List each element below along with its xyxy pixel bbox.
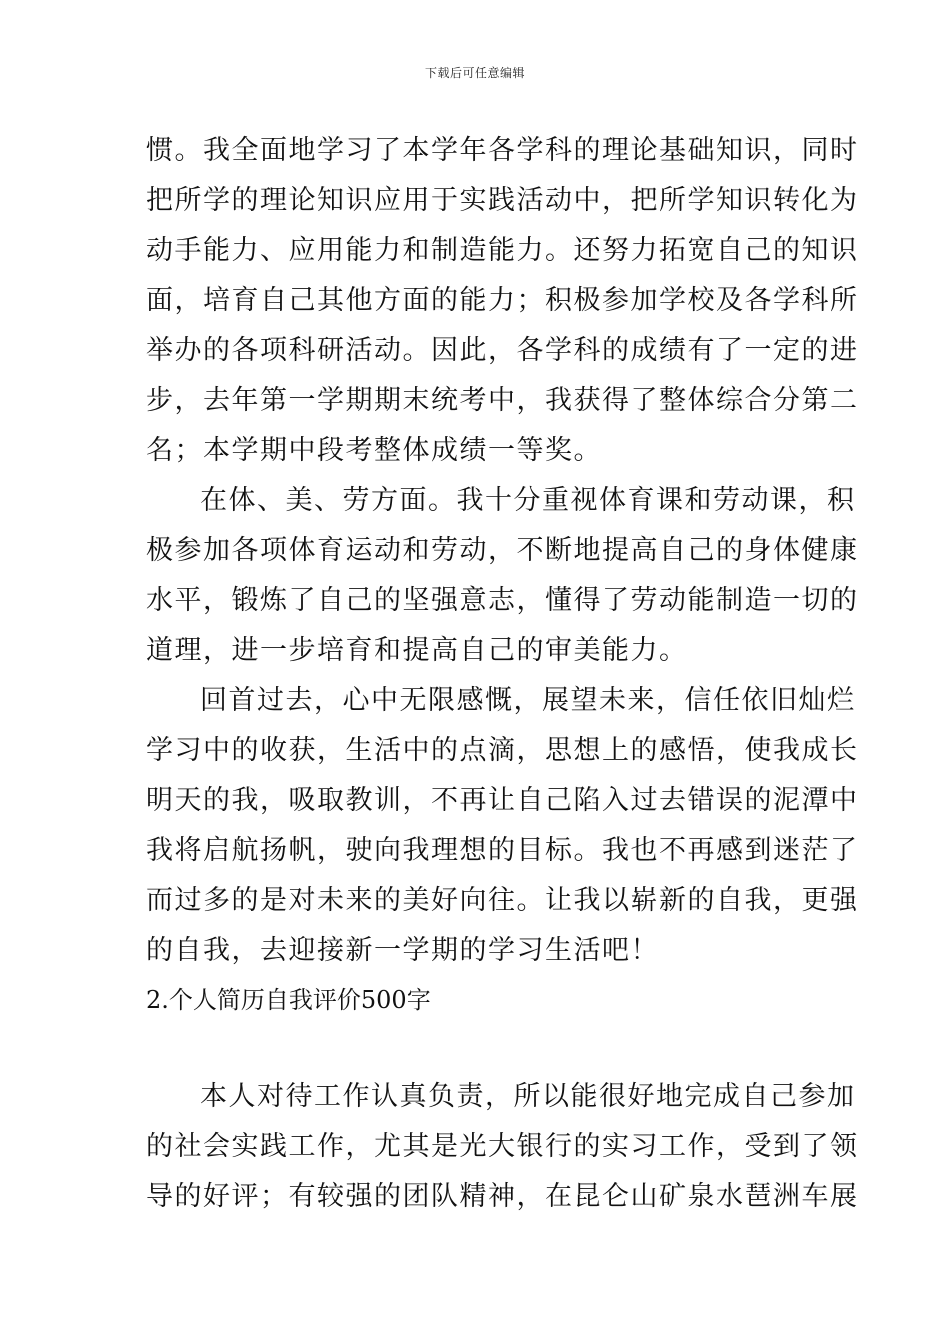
paragraph-line: 面，培育自己其他方面的能力；积极参加学校及各学科所	[146, 285, 859, 316]
paragraph-line: 导的好评；有较强的团队精神，在昆仑山矿泉水琶洲车展	[146, 1181, 859, 1212]
paragraph-line: 本人对待工作认真负责，所以能很好地完成自己参加	[200, 1081, 856, 1112]
paragraph-line: 名；本学期中段考整体成绩一等奖。	[146, 435, 602, 466]
paragraph-line: 惯。我全面地学习了本学年各学科的理论基础知识，同时	[146, 135, 859, 166]
header-note: 下载后可任意编辑	[424, 66, 525, 80]
section-heading: 2.个人简历自我评价500字	[146, 986, 431, 1014]
paragraph-line: 举办的各项科研活动。因此，各学科的成绩有了一定的进	[146, 335, 859, 366]
paragraph-line: 回首过去，心中无限感慨，展望未来，信任依旧灿烂	[200, 685, 856, 716]
paragraph-line: 道理，进一步培育和提高自己的审美能力。	[146, 635, 688, 666]
paragraph-line: 动手能力、应用能力和制造能力。还努力拓宽自己的知识	[146, 235, 859, 266]
paragraph-line: 步，去年第一学期期末统考中，我获得了整体综合分第二	[146, 385, 859, 416]
paragraph-line: 在体、美、劳方面。我十分重视体育课和劳动课，积	[200, 485, 856, 516]
paragraph-line: 学习中的收获，生活中的点滴，思想上的感悟，使我成长	[146, 735, 859, 766]
paragraph-line: 极参加各项体育运动和劳动，不断地提高自己的身体健康	[146, 535, 859, 566]
paragraph-line: 的自我，去迎接新一学期的学习生活吧！	[146, 935, 659, 966]
paragraph-line: 的社会实践工作，尤其是光大银行的实习工作，受到了领	[146, 1131, 859, 1162]
paragraph-line: 明天的我，吸取教训，不再让自己陷入过去错误的泥潭中	[146, 785, 859, 816]
paragraph-line: 我将启航扬帆，驶向我理想的目标。我也不再感到迷茫了	[146, 835, 859, 866]
paragraph-line: 把所学的理论知识应用于实践活动中，把所学知识转化为	[146, 185, 859, 216]
paragraph-line: 水平，锻炼了自己的坚强意志，懂得了劳动能制造一切的	[146, 585, 859, 616]
paragraph-line: 而过多的是对未来的美好向往。让我以崭新的自我，更强	[146, 885, 859, 916]
